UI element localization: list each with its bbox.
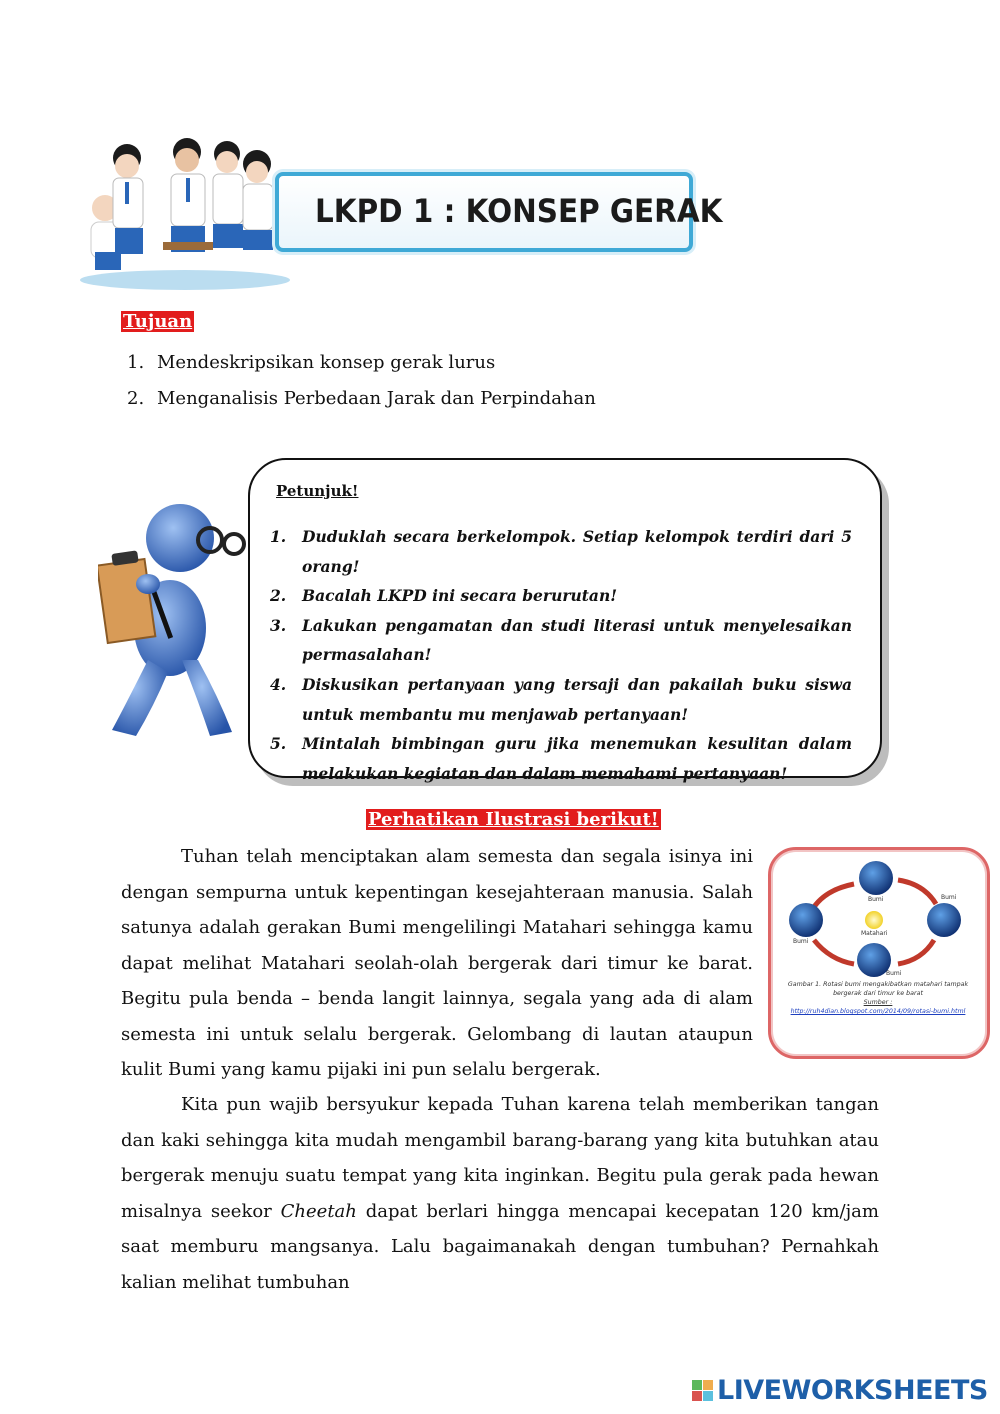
list-item	[270, 581, 852, 611]
goal-text: Menganalisis Perbedaan Jarak dan Perpindahan	[157, 388, 596, 409]
instruction-text: Duduklah secara berkelompok. Setiap kelompok terdiri dari 5 orang!	[302, 527, 852, 576]
liveworksheets-logo-icon	[692, 1380, 713, 1401]
instructions-title: Petunjuk!	[276, 482, 359, 500]
label-bumi-left: Bumi	[793, 938, 809, 945]
instruction-number: 2.	[270, 586, 287, 606]
instruction-number: 1.	[270, 527, 287, 546]
list-item	[270, 522, 852, 581]
paragraph-text-part: Kita pun wajib bersyukur kepada Tuhan karena telah memberikan tangan dan kaki sehingga kita mudah mengambil barang-barang yang kita butuhkan atau bergerak menuju suatu tempat yang kita inginkan. Begitu pula gerak pada hewan misalnya seekor	[121, 1094, 879, 1222]
illustration-heading: Perhatikan Ilustrasi berikut!	[368, 809, 659, 830]
paragraph-text-part: dapat berlari hingga mencapai kecepatan 120 km/jam saat memburu mangsanya. Lalu bagaimanakah dengan tumbuhan? Pernahkah kalian melihat tumbuhan	[121, 1200, 879, 1293]
list-item	[270, 670, 852, 729]
instruction-text: Bacalah LKPD ini secara berurutan!	[302, 586, 618, 606]
instruction-number: 4.	[270, 674, 287, 694]
instruction-text: Mintalah bimbingan guru jika menemukan kesulitan dalam melakukan kegiatan dan dalam memahami pertanyaan!	[302, 734, 852, 783]
paragraph-text: Tuhan telah menciptakan alam semesta dan segala isinya ini dengan sempurna untuk kepentingan kesejahteraan manusia. Salah satunya adalah gerakan Bumi mengelilingi Matahari sehingga kamu dapat melihat Matahari seolah-olah bergerak dari timur ke barat. Begitu pula benda – benda langit lainnya, segala yang ada di alam semesta ini untuk selalu bergerak. Gelombang di lautan ataupun kulit Bumi yang kamu pijaki ini pun selalu bergerak.	[121, 846, 753, 1080]
instructions-list	[270, 522, 852, 788]
character-with-clipboard-illustration	[98, 500, 248, 750]
figure-caption	[785, 980, 971, 1016]
goal-number: 1.	[127, 352, 145, 373]
instruction-text: Diskusikan pertanyaan yang tersaji dan pakailah buku siswa untuk membantu mu menjawab pertanyaan!	[302, 674, 852, 724]
list-item	[127, 345, 596, 381]
liveworksheets-watermark	[692, 1374, 988, 1406]
instruction-number: 5.	[270, 734, 287, 754]
caption-source-label: Sumber :	[863, 999, 893, 1006]
list-item	[270, 611, 852, 670]
goal-text: Mendeskripsikan konsep gerak lurus	[157, 352, 496, 373]
label-bumi-top: Bumi	[868, 896, 884, 903]
label-matahari: Matahari	[861, 930, 888, 937]
instruction-number: 3.	[270, 615, 287, 635]
caption-source-link[interactable]: http://ruh4dian.blogspot.com/2014/09/rotasi-bumi.html	[790, 1008, 966, 1015]
instructions-box	[248, 458, 882, 783]
goal-number: 2.	[127, 388, 145, 409]
instruction-text: Lakukan pengamatan dan studi literasi untuk menyelesaikan permasalahan!	[302, 615, 852, 665]
header-banner	[75, 130, 723, 290]
list-item	[270, 729, 852, 788]
page-title: LKPD 1 : KONSEP GERAK	[315, 192, 723, 230]
goal-list	[127, 345, 596, 417]
paragraph-2	[121, 1087, 879, 1300]
paragraph-1	[121, 839, 753, 1088]
tujuan-heading: Tujuan	[123, 311, 193, 332]
list-item	[127, 381, 596, 417]
earth-rotation-figure	[768, 847, 990, 1059]
cheetah-term: Cheetah	[280, 1200, 357, 1222]
students-illustration	[75, 130, 295, 290]
earth-orbit-diagram	[774, 854, 984, 984]
label-bumi-right: Bumi	[941, 894, 957, 901]
watermark-text: LIVEWORKSHEETS	[717, 1374, 988, 1406]
paragraph-text	[121, 1087, 879, 1300]
caption-text: Gambar 1. Rotasi bumi mengakibatkan matahari tampak bergerak dari timur ke barat	[787, 981, 969, 997]
label-bumi-bottom: Bumi	[886, 970, 902, 977]
